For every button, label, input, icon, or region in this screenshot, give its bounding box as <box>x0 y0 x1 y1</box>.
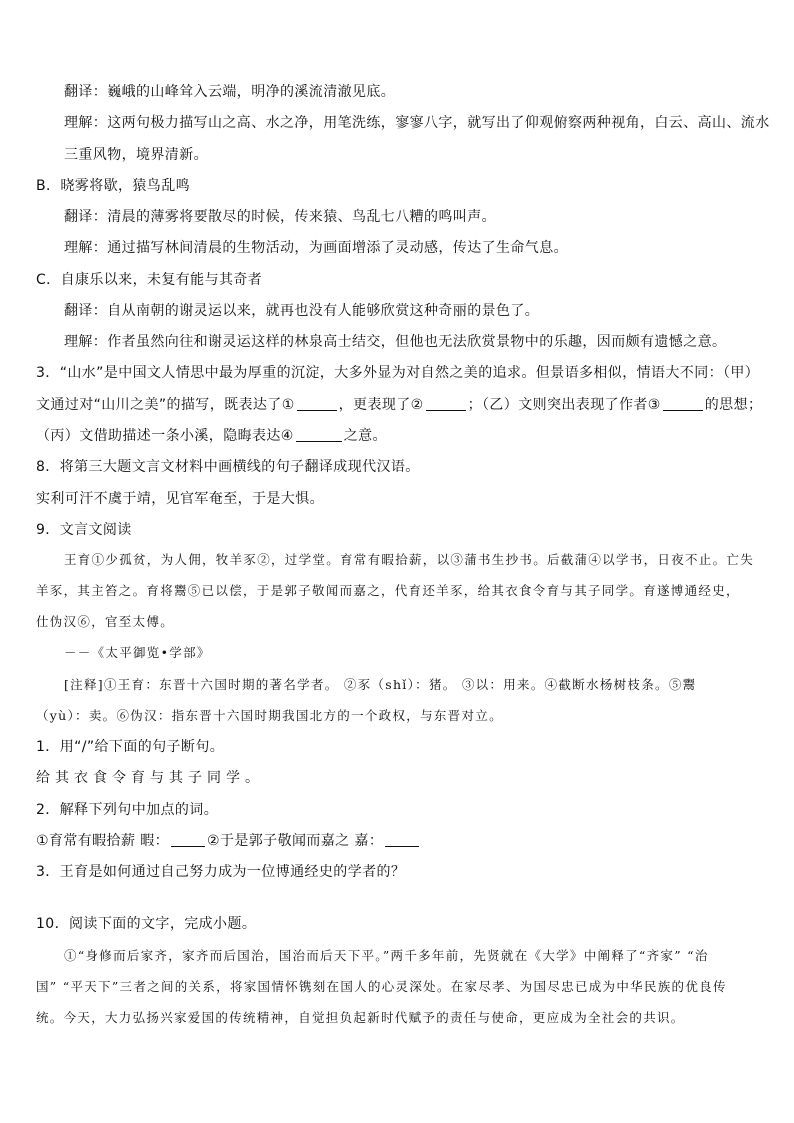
answer-understanding-c: 理解：作者虽然向往和谢灵运这样的林泉高士结交，但他也无法欣赏景物中的乐趣，因而颇有遗憾之意。 <box>64 334 727 350</box>
passage-9-source: －－《太平御览•学部》 <box>64 645 211 660</box>
passage-9-line2: 羊豕，其主笞之。育将鬻⑤已以偿，于是郭子敬闻而嘉之，代育还羊豕，给其衣食令育与其子同学。育遂博通经史， <box>36 583 740 598</box>
answer-understanding-b: 理解：通过描写林间清晨的生物活动，为画面增添了灵动感，传达了生命气息。 <box>64 240 568 256</box>
answer-blank-3[interactable] <box>663 396 703 411</box>
answer-blank-4[interactable] <box>296 427 342 442</box>
question-8-sentence: 实利可汗不虞于靖，见官军奄至，于是大惧。 <box>36 491 324 507</box>
answer-blank-2[interactable] <box>426 396 466 411</box>
passage-9-notes-line1: [注释]①王育：东晋十六国时期的著名学者。 ②豕（shǐ）：猪。 ③以：用来。④截断水杨树枝条。⑤鬻 <box>64 677 697 692</box>
answer-blank-1[interactable] <box>297 396 337 411</box>
question-9-sub2-item-a: ①育常有暇拾薪 暇： <box>36 833 170 849</box>
passage-10-line3: 统。今天，大力弘扬兴家爱国的传统精神，自觉担负起新时代赋予的责任与使命，更应成为全社会的共识。 <box>36 1010 685 1025</box>
answer-understanding-a-line1: 理解：这两句极力描写山之高、水之净，用笔洗练，寥寥八字，就写出了仰观俯察两种视角，白云、高山、流水 <box>64 115 770 131</box>
passage-9-notes-line2: （yù）：卖。⑥伪汉：指东晋十六国时期我国北方的一个政权，与东晋对立。 <box>36 708 503 723</box>
question-9-heading: 9．文言文阅读 <box>36 522 132 538</box>
question-3-line3 <box>36 426 387 446</box>
question-9-sub1-sentence: 给其衣食令育与其子同学。 <box>36 770 264 786</box>
passage-10-line2: 国” “平天下”三者之间的关系，将家国情怀镌刻在国人的心灵深处。在家尽孝、为国尽忠已成为中华民族的优良传 <box>36 979 727 994</box>
option-b-heading: B．晓雾将歇，猿鸟乱鸣 <box>36 178 191 194</box>
question-3-text-b: ，更表现了② <box>338 397 424 413</box>
passage-9-line3: 仕伪汉⑥，官至太傅。 <box>36 614 175 629</box>
passage-9-line1: 王育①少孤贫，为人佣，牧羊豕②，过学堂。育常有暇拾薪，以③蒲书生抄书。后截蒲④以学书，日夜不止。亡失 <box>64 552 755 567</box>
question-3-text-a: 文通过对“山川之美”的描写，既表达了① <box>36 397 295 413</box>
question-9-sub2-items <box>36 831 421 851</box>
question-8-prompt: 8．将第三大题文言文材料中画横线的句子翻译成现代汉语。 <box>36 459 420 475</box>
question-9-sub1-prompt: 1．用“/”给下面的句子断句。 <box>36 739 225 755</box>
answer-blank-xia[interactable] <box>171 832 205 847</box>
answer-blank-jia[interactable] <box>385 832 419 847</box>
answer-translation-b: 翻译：清晨的薄雾将要散尽的时候，传来猿、鸟乱七八糟的鸣叫声。 <box>64 209 496 225</box>
question-3-line1: 3．“山水”是中国文人情思中最为厚重的沉淀，大多外显为对自然之美的追求。但景语多相似，情语大不同：（甲） <box>36 365 760 381</box>
question-3-line2 <box>36 395 762 415</box>
answer-translation-a: 翻译：巍峨的山峰耸入云端，明净的溪流清澈见底。 <box>64 84 396 100</box>
question-3-text-f: 之意。 <box>343 428 387 444</box>
passage-10-line1: ①“身修而后家齐，家齐而后国治，国治而后天下平。”两千多年前，先贤就在《大学》中阐释了“齐家” “治 <box>64 948 709 963</box>
question-9-sub3-prompt: 3．王育是如何通过自己努力成为一位博通经史的学者的？ <box>36 864 406 880</box>
question-9-sub2-item-b: ②于是郭子敬闻而嘉之 嘉： <box>207 833 384 849</box>
question-3-text-e: （丙）文借助描述一条小溪，隐晦表达④ <box>36 428 294 444</box>
question-10-heading: 10．阅读下面的文字，完成小题。 <box>36 916 257 932</box>
answer-translation-c: 翻译：自从南朝的谢灵运以来，就再也没有人能够欣赏这种奇丽的景色了。 <box>64 303 540 319</box>
question-9-sub2-prompt: 2．解释下列句中加点的词。 <box>36 802 219 818</box>
question-3-text-c: ；（乙）文则突出表现了作者③ <box>467 397 661 413</box>
answer-understanding-a-line2: 三重风物，境界清新。 <box>64 147 208 163</box>
question-3-text-d: 的思想； <box>704 397 763 413</box>
option-c-heading: C．自康乐以来，未复有能与其奇者 <box>36 272 263 288</box>
